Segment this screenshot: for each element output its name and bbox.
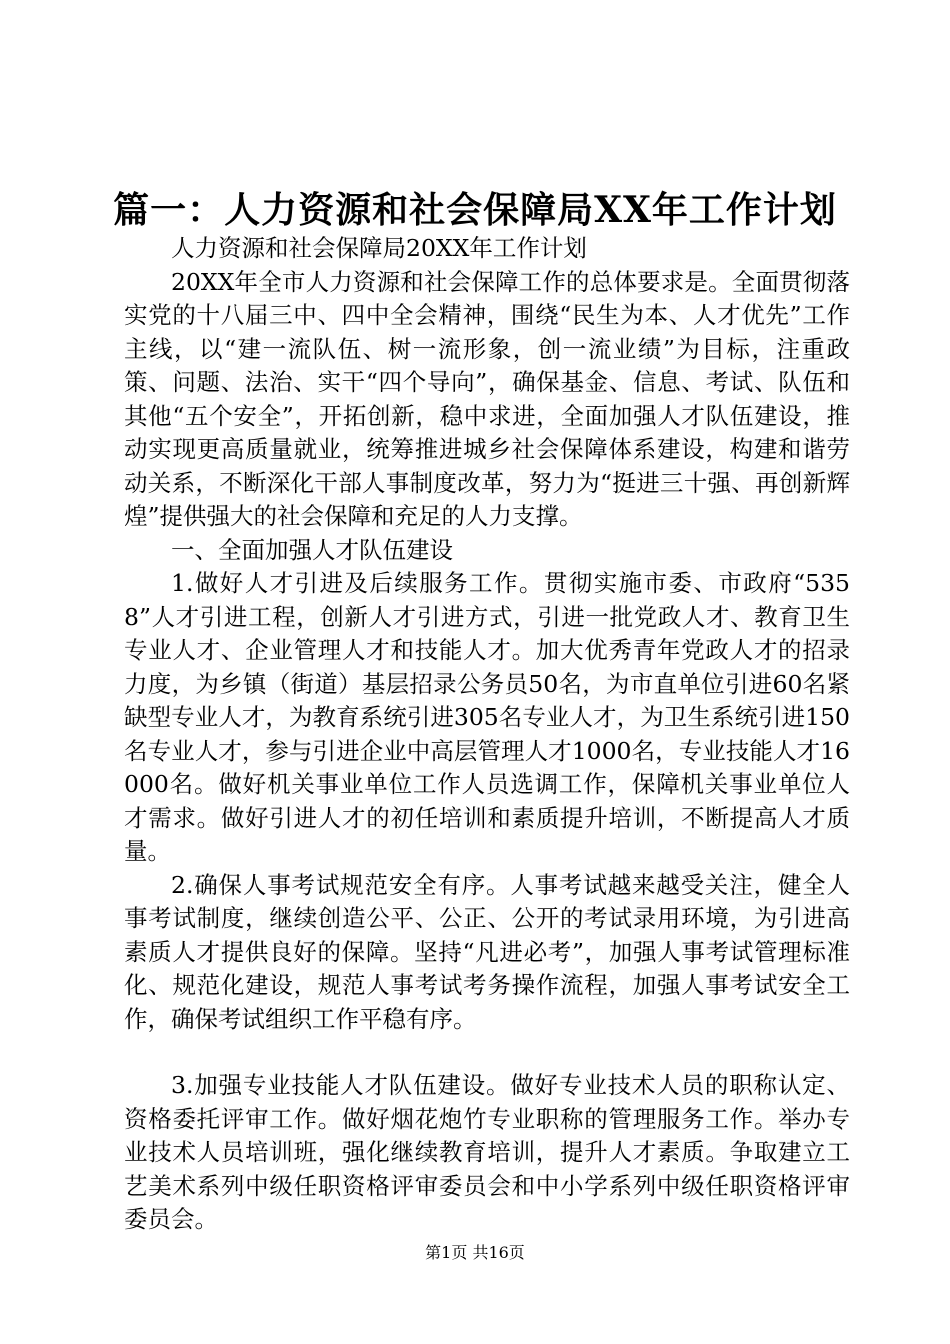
paragraph-item-3: 3.加强专业技能人才队伍建设。做好专业技术人员的职称认定、资格委托评审工作。做好烟花炮竹专业职称的管理服务工作。举办专业技术人员培训班，强化继续教育培训，提升人才素质。争取建立工艺美术系列中级任职资格评审委员会和中小学系列中级任职资格评审委员会。 (124, 1071, 850, 1233)
section-heading-talent-team: 一、全面加强人才队伍建设 (171, 535, 453, 564)
paragraph-item-1: 1.做好人才引进及后续服务工作。贯彻实施市委、市政府“5358”人才引进工程，创新人才引进方式，引进一批党政人才、教育卫生专业人才、企业管理人才和技能人才。加大优秀青年党政人才的招录力度，为乡镇（街道）基层招录公务员50名，为市直单位引进60名紧缺型专业人才，为教育系统引进305名专业人才，为卫生系统引进150名专业人才，参与引进企业中高层管理人才1000名，专业技能人才16000名。做好机关事业单位工作人员选调工作，保障机关事业单位人才需求。做好引进人才的初任培训和素质提升培训，不断提高人才质量。 (124, 569, 850, 865)
paragraph-overall-requirements: 20XX年全市人力资源和社会保障工作的总体要求是。全面贯彻落实党的十八届三中、四中全会精神，围绕“民生为本、人才优先”工作主线，以“建一流队伍、树一流形象，创一流业绩”为目标，注重政策、问题、法治、实干“四个导向”，确保基金、信息、考试、队伍和其他“五个安全”，开拓创新，稳中求进，全面加强人才队伍建设，推动实现更高质量就业，统筹推进城乡社会保障体系建设，构建和谐劳动关系，不断深化干部人事制度改革，努力为“挺进三十强、再创新辉煌”提供强大的社会保障和充足的人力支撑。 (124, 267, 850, 530)
page-footer: 第1页 共16页 (425, 1243, 525, 1262)
document-body (124, 232, 850, 1237)
paragraph-subtitle: 人力资源和社会保障局20XX年工作计划 (171, 234, 587, 262)
paragraph-item-2: 2.确保人事考试规范安全有序。人事考试越来越受关注，健全人事考试制度，继续创造公平、公正、公开的考试录用环境，为引进高素质人才提供良好的保障。坚持“凡进必考”，加强人事考试管理标准化、规范化建设，规范人事考试考务操作流程，加强人事考试安全工作，确保考试组织工作平稳有序。 (124, 870, 850, 1033)
page-title: 篇一：人力资源和社会保障局XX年工作计划 (113, 189, 837, 231)
